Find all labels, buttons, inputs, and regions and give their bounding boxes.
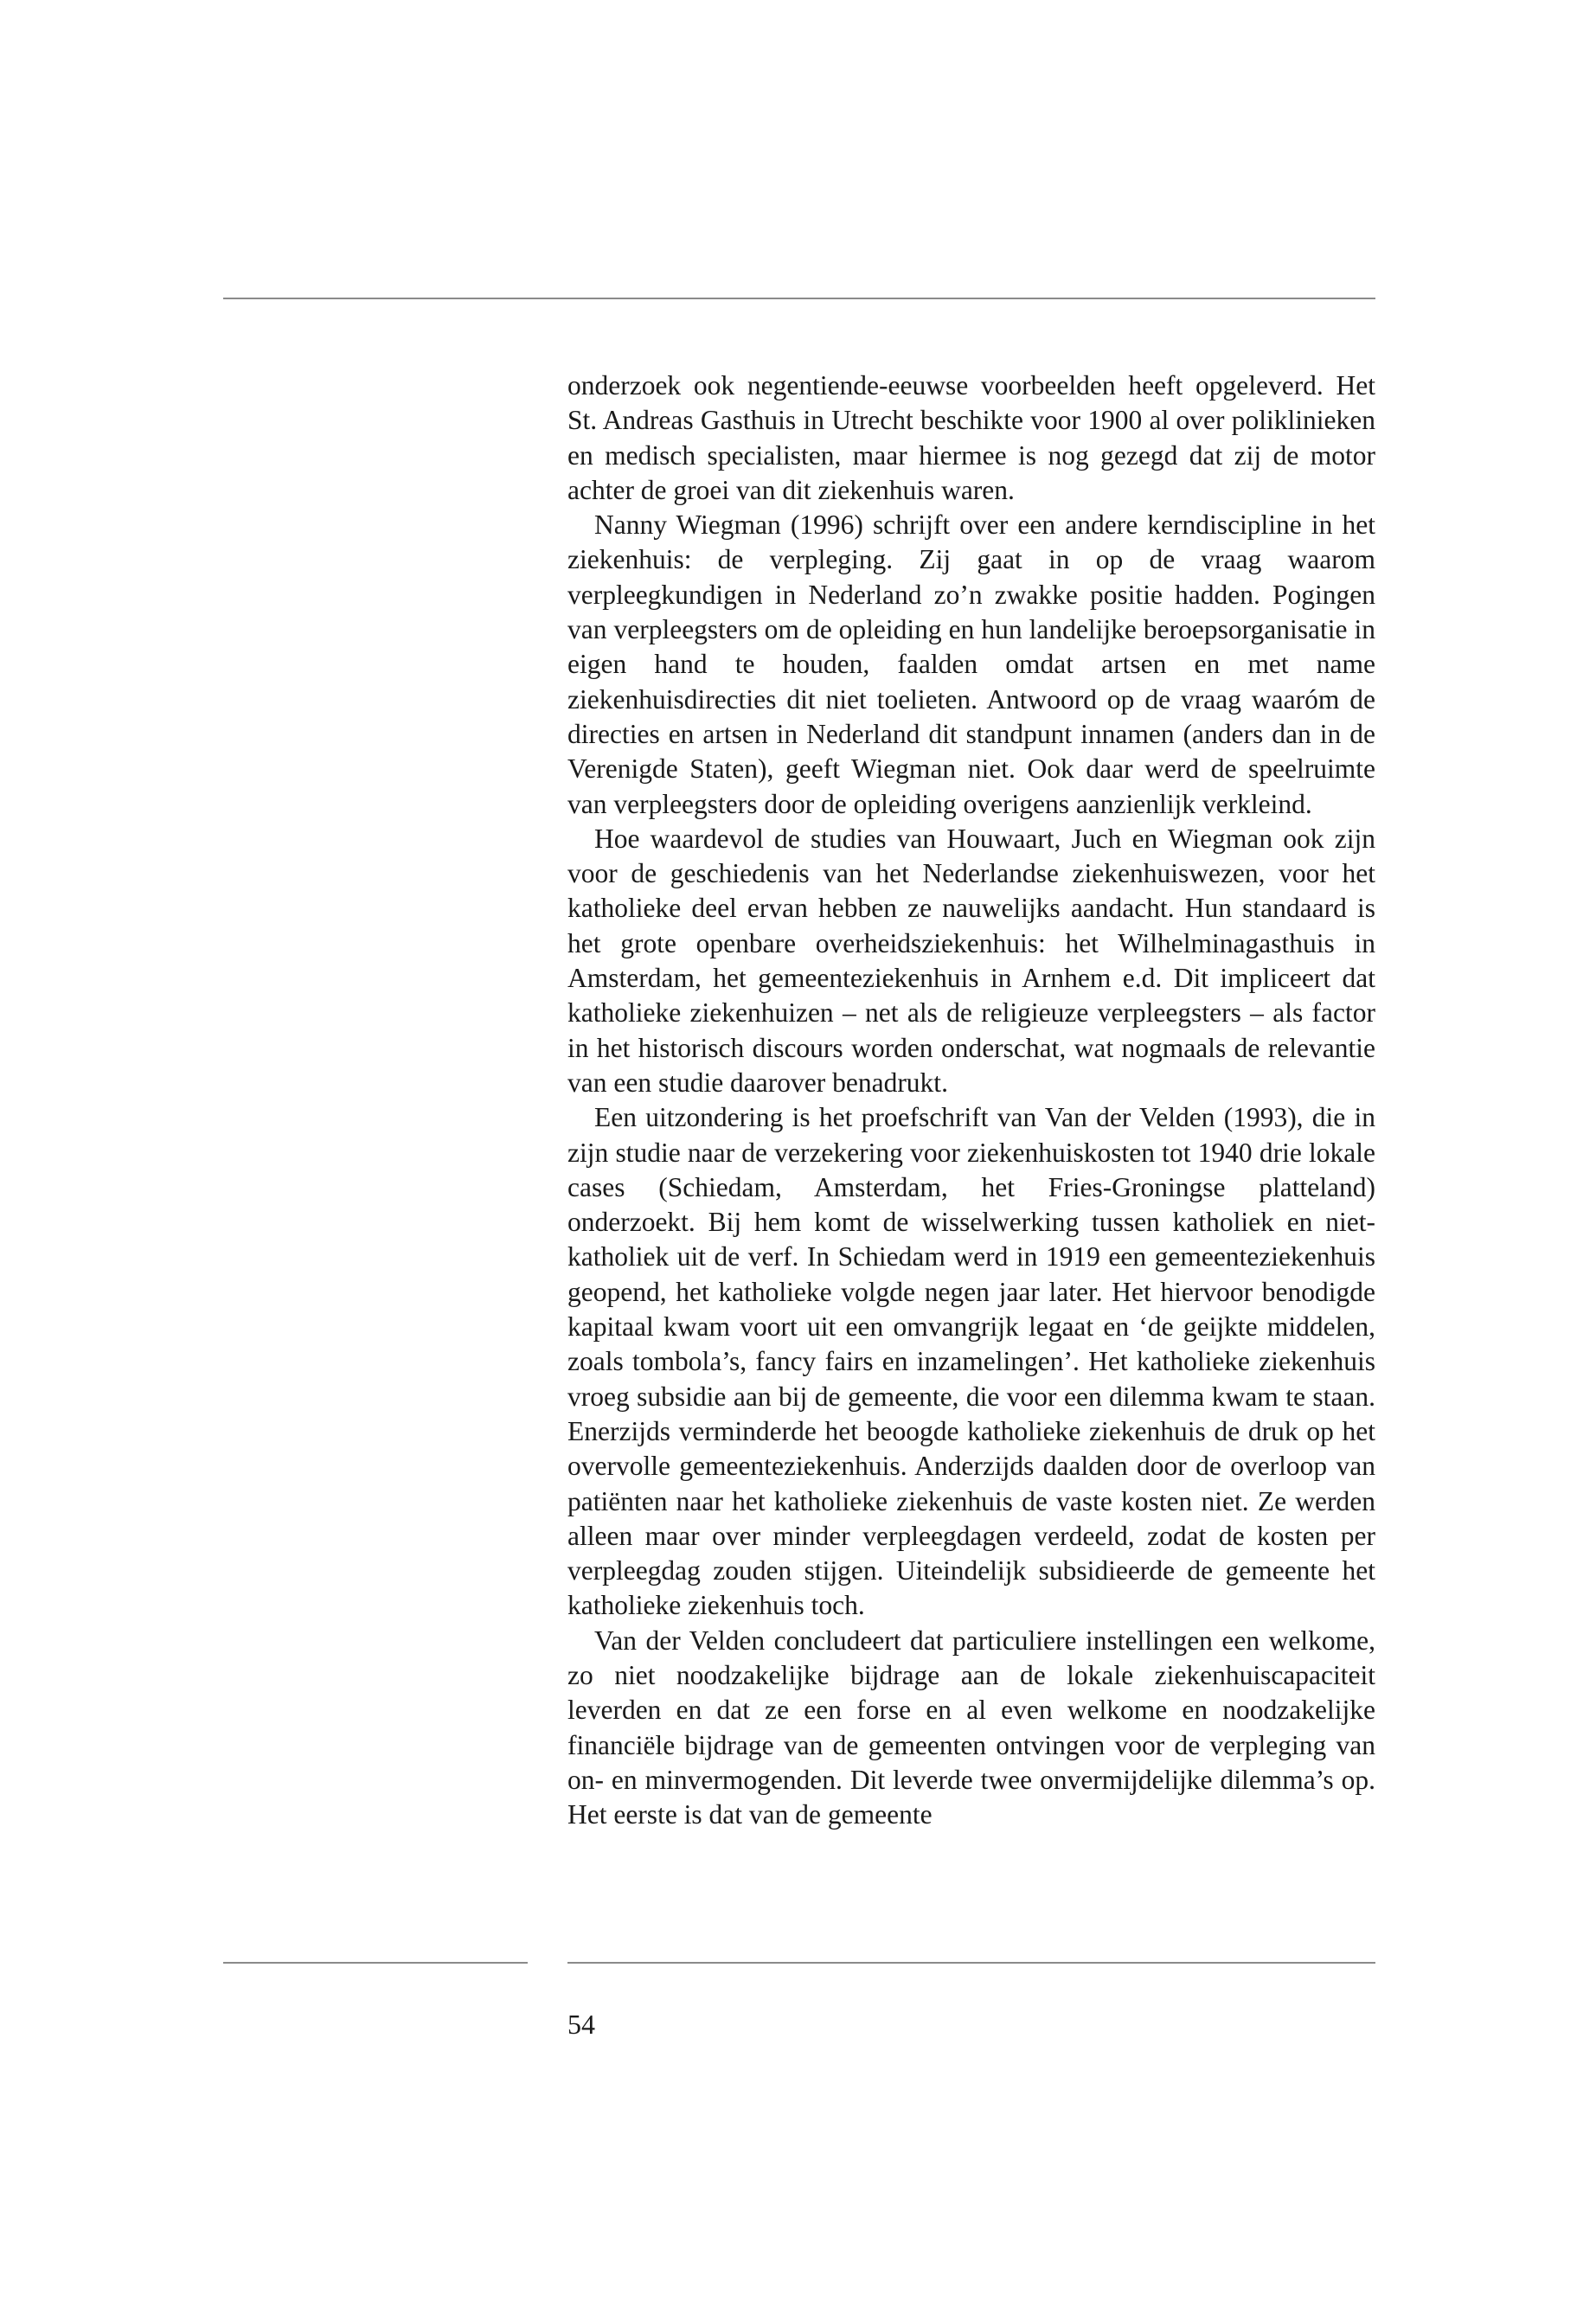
- paragraph-1: onderzoek ook negentiende-eeuwse voorbeelden heeft opgeleverd. Het St. Andreas Gasthuis in Utrecht beschikte voor 1900 al over poliklinieken en medisch specialisten, maar hiermee is nog gezegd dat zij de motor achter de groei van dit ziekenhuis waren.: [567, 370, 1375, 505]
- body-text: [567, 369, 1375, 1832]
- paragraph-2: Nanny Wiegman (1996) schrijft over een andere kerndiscipline in het ziekenhuis: de verpleging. Zij gaat in op de vraag waarom verpleegkundigen in Nederland zo’n zwakke positie hadden. Pogingen van verpleegsters om de opleiding en hun landelijke beroepsorganisatie in eigen hand te houden, faalden omdat artsen en met name ziekenhuisdirecties dit niet toelieten. Antwoord op de vraag waaróm de directies en artsen in Nederland dit standpunt innamen (anders dan in de Verenigde Staten), geeft Wiegman niet. Ook daar werd de speelruimte van verpleegsters door de opleiding overigens aanzienlijk verkleind.: [567, 510, 1375, 819]
- paragraph-4: Een uitzondering is het proefschrift van Van der Velden (1993), die in zijn studie naar de verzekering voor ziekenhuiskosten tot 1940 drie lokale cases (Schiedam, Amsterdam, het Fries-Groningse platteland) onderzoekt. Bij hem komt de wisselwerking tussen katholiek en niet-katholiek uit de verf. In Schiedam werd in 1919 een gemeenteziekenhuis geopend, het katholieke volgde negen jaar later. Het hiervoor benodigde kapitaal kwam voort uit een omvangrijk legaat en ‘de geijkte middelen, zoals tombola’s, fancy fairs en inzamelingen’. Het katholieke ziekenhuis vroeg subsidie aan bij de gemeente, die voor een dilemma kwam te staan. Enerzijds verminderde het beoogde katholieke ziekenhuis de druk op het overvolle gemeenteziekenhuis. Anderzijds daalden door de overloop van patiënten naar het katholieke ziekenhuis de vaste kosten niet. Ze werden alleen maar over minder verpleegdagen verdeeld, zodat de kosten per verpleegdag zouden stijgen. Uiteindelijk subsidieerde de gemeente het katholieke ziekenhuis toch.: [567, 1102, 1375, 1621]
- page-number: 54: [567, 2009, 595, 2040]
- paragraph-5: Van der Velden concludeert dat particuliere instellingen een welkome, zo niet noodzakelijke bijdrage aan de lokale ziekenhuiscapaciteit leverden en dat ze een forse en al even welkome en noodzakelijke financiële bijdrage van de gemeenten ontvingen voor de verpleging van on- en minvermogenden. Dit leverde twee onvermijdelijke dilemma’s op. Het eerste is dat van de gemeente: [567, 1625, 1375, 1830]
- top-rule: [223, 298, 1375, 299]
- paragraph-3: Hoe waardevol de studies van Houwaart, Juch en Wiegman ook zijn voor de geschiedenis van het Nederlandse ziekenhuiswezen, voor het katholieke deel ervan hebben ze nauwelijks aandacht. Hun standaard is het grote openbare overheidsziekenhuis: het Wilhelminagasthuis in Amsterdam, het gemeenteziekenhuis in Arnhem e.d. Dit impliceert dat katholieke ziekenhuizen – net als de religieuze verpleegsters – als factor in het historisch discours worden onderschat, wat nogmaals de relevantie van een studie daarover benadrukt.: [567, 823, 1375, 1098]
- footer-rule-right: [567, 1962, 1375, 1964]
- footer-rule-left: [223, 1962, 528, 1964]
